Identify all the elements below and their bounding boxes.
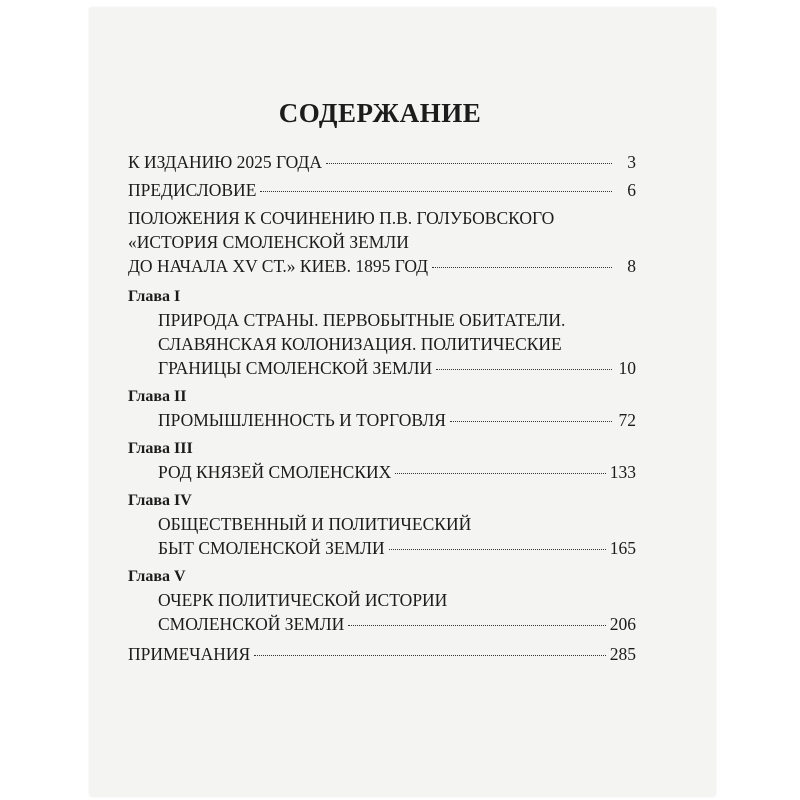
chapter-label: Глава II — [128, 388, 187, 405]
leader-dots — [389, 549, 606, 550]
toc-page-number: 206 — [609, 614, 636, 634]
toc-entry-title: ПРИМЕЧАНИЯ — [128, 644, 251, 664]
leader-dots — [436, 369, 612, 370]
toc-entry-line: ПРИРОДА СТРАНЫ. ПЕРВОБЫТНЫЕ ОБИТАТЕЛИ. — [158, 310, 566, 330]
leader-dots — [432, 267, 612, 268]
chapter-label: Глава III — [128, 440, 193, 457]
toc-entry-line: СЛАВЯНСКАЯ КОЛОНИЗАЦИЯ. ПОЛИТИЧЕСКИЕ — [158, 334, 562, 354]
toc-entry-title: ДО НАЧАЛА XV СТ.» КИЕВ. 1895 ГОД — [128, 256, 429, 276]
toc-entry-title: СМОЛЕНСКОЙ ЗЕМЛИ — [158, 614, 345, 634]
toc-entry-title: ПРЕДИСЛОВИЕ — [128, 180, 257, 200]
chapter-label: Глава IV — [128, 492, 192, 509]
leader-dots — [395, 473, 605, 474]
toc-entry-preface — [128, 178, 636, 202]
toc-page-number: 165 — [609, 538, 636, 558]
chapter-label: Глава I — [128, 288, 181, 305]
toc-entry-notes — [128, 642, 636, 666]
toc-entry-line: ПОЛОЖЕНИЯ К СОЧИНЕНИЮ П.В. ГОЛУБОВСКОГО — [128, 208, 555, 228]
chapter-2 — [128, 386, 636, 432]
chapter-1 — [128, 286, 636, 380]
leader-dots — [348, 625, 605, 626]
chapter-3 — [128, 438, 636, 484]
toc-entry-chapter-4 — [128, 512, 636, 560]
toc-entry-title: БЫТ СМОЛЕНСКОЙ ЗЕМЛИ — [158, 538, 385, 558]
toc-entry-title: ГРАНИЦЫ СМОЛЕНСКОЙ ЗЕМЛИ — [158, 358, 433, 378]
toc-entry-chapter-1 — [128, 308, 636, 380]
toc-entry-foreword-2025 — [128, 150, 636, 174]
table-of-contents — [128, 150, 636, 666]
leader-dots — [326, 163, 612, 164]
toc-entry-title: РОД КНЯЗЕЙ СМОЛЕНСКИХ — [158, 462, 392, 482]
toc-entry-chapter-5 — [128, 588, 636, 636]
toc-page-number: 8 — [627, 256, 636, 276]
toc-entry-line: «ИСТОРИЯ СМОЛЕНСКОЙ ЗЕМЛИ — [128, 232, 409, 252]
chapter-5 — [128, 566, 636, 636]
toc-page-number: 3 — [627, 152, 636, 172]
toc-page-number: 72 — [618, 410, 636, 430]
leader-dots — [450, 421, 612, 422]
toc-entry-title: ПРОМЫШЛЕННОСТЬ И ТОРГОВЛЯ — [158, 410, 446, 430]
toc-page-number: 10 — [618, 358, 636, 378]
toc-page-number: 285 — [609, 644, 636, 664]
toc-page-number: 133 — [609, 462, 636, 482]
chapter-4 — [128, 490, 636, 560]
toc-entry-chapter-2 — [128, 408, 636, 432]
leader-dots — [260, 191, 612, 192]
page-title: СОДЕРЖАНИЕ — [278, 98, 482, 128]
toc-entry-line: ОБЩЕСТВЕННЫЙ И ПОЛИТИЧЕСКИЙ — [158, 514, 472, 534]
leader-dots — [254, 655, 606, 656]
chapter-label: Глава V — [128, 568, 186, 585]
toc-entry-title: К ИЗДАНИЮ 2025 ГОДА — [128, 152, 322, 172]
toc-entry-line: ОЧЕРК ПОЛИТИЧЕСКОЙ ИСТОРИИ — [158, 590, 448, 610]
toc-page-number: 6 — [627, 180, 636, 200]
toc-entry-chapter-3 — [128, 460, 636, 484]
toc-entry-theses — [128, 206, 636, 278]
